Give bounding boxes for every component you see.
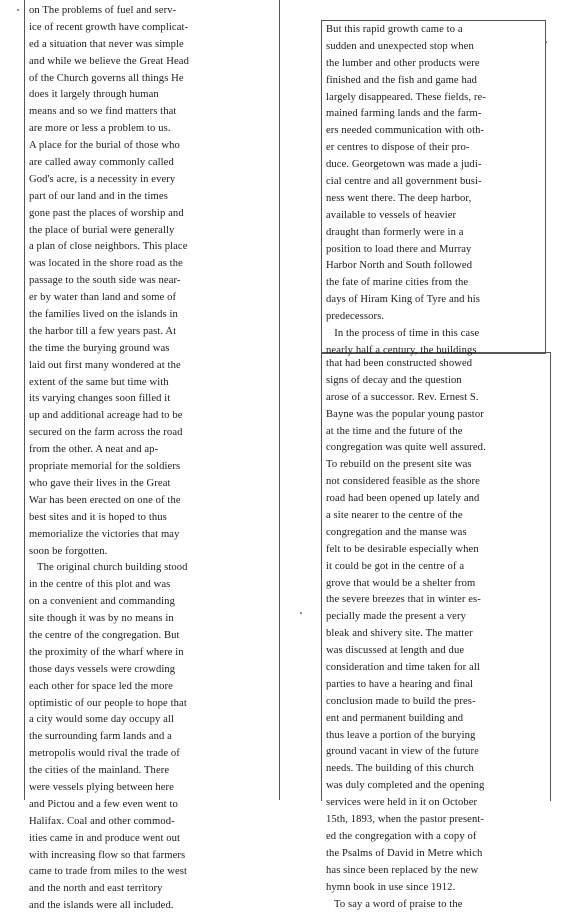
- text-line: came to trade from miles to the west: [29, 866, 188, 878]
- text-line: metropolis would rival the trade of: [29, 748, 180, 760]
- text-line: on a convenient and commanding: [29, 596, 175, 608]
- text-line: best sites and it is hoped to thus: [29, 511, 167, 523]
- text-line: the fate of marine cities from the: [326, 277, 469, 289]
- text-line: it could be got in the centre of a: [326, 560, 465, 572]
- text-line: To say a word of praise to the: [326, 898, 463, 910]
- text-line: ers needed communication with oth-: [326, 125, 485, 137]
- text-line: with increasing flow so that farmers: [29, 849, 186, 861]
- text-line: finished and the fish and game had: [326, 74, 478, 86]
- text-line: cial centre and all government busi-: [326, 176, 482, 188]
- text-line: available to vessels of heavier: [326, 209, 457, 221]
- text-line: hymn book in use since 1912.: [326, 881, 456, 893]
- text-line: propriate memorial for the soldiers: [29, 461, 181, 473]
- text-line: laid out first many wondered at the: [29, 359, 181, 371]
- text-line: its varying changes soon filled it: [29, 393, 171, 405]
- text-line: are called away commonly called: [29, 157, 174, 169]
- text-line: and the north and east territory: [29, 883, 163, 895]
- text-line: draught than formerly were in a: [326, 226, 464, 238]
- text-line: site though it was by no means in: [29, 613, 174, 625]
- text-line: pecially made the present a very: [326, 611, 466, 623]
- text-line: passage to the south side was near-: [29, 275, 181, 287]
- text-line: Harbor North and South followed: [326, 260, 473, 272]
- text-line: those days vessels were crowding: [29, 663, 176, 675]
- text-line: and the islands were all included.: [29, 900, 174, 912]
- text-line: does it largely through human: [29, 89, 159, 101]
- text-line: War has been erected on one of the: [29, 494, 181, 506]
- text-line: The original church building stood: [29, 562, 188, 574]
- text-line: To rebuild on the present site was: [326, 459, 472, 471]
- text-line: has since been replaced by the new: [326, 864, 479, 876]
- scan-speck: [545, 41, 547, 43]
- left-text-column: [29, 3, 277, 915]
- text-line: and Pictou and a few even went to: [29, 798, 178, 810]
- text-line: part of our land and in the times: [29, 190, 168, 202]
- text-line: the harbor till a few years past. At: [29, 325, 177, 337]
- text-line: arose of a successor. Rev. Ernest S.: [326, 391, 479, 403]
- text-line: parties to have a hearing and final: [326, 678, 474, 690]
- text-line: Bayne was the popular young pastor: [326, 408, 484, 420]
- text-line: a city would some day occupy all: [29, 714, 174, 726]
- text-line: and while we believe the Great Head: [29, 55, 189, 67]
- right-bottom-text-column: [326, 356, 544, 913]
- text-line: the proximity of the wharf where in: [29, 646, 184, 658]
- scan-speck: [17, 9, 19, 11]
- text-line: the time the burying ground was: [29, 342, 170, 354]
- text-line: ice of recent growth have complicat-: [29, 21, 189, 33]
- text-line: were vessels plying between here: [29, 781, 174, 793]
- text-line: ent and permanent building and: [326, 712, 464, 724]
- text-line: ed a situation that never was simple: [29, 38, 184, 50]
- text-line: 15th, 1893, when the pastor present-: [326, 814, 485, 826]
- text-line: ground vacant in view of the future: [326, 746, 479, 758]
- text-line: on The problems of fuel and serv-: [29, 5, 177, 16]
- right-top-text-column: [326, 22, 540, 360]
- text-line: mained farming lands and the farm-: [326, 108, 482, 120]
- text-line: congregation was quite well assured.: [326, 442, 486, 454]
- text-line: gone past the places of worship and: [29, 207, 184, 219]
- text-line: days of Hiram King of Tyre and his: [326, 294, 480, 306]
- text-line: each other for space led the more: [29, 680, 173, 692]
- text-line: position to load there and Murray: [326, 243, 472, 255]
- text-line: means and so we find matters that: [29, 106, 177, 118]
- text-line: not considered feasible as the shore: [326, 476, 480, 488]
- text-line: er centres to dispose of their pro-: [326, 142, 470, 154]
- text-line: the cities of the mainland. There: [29, 765, 170, 777]
- text-line: conclusion made to build the pres-: [326, 695, 476, 707]
- text-line: the families lived on the islands in: [29, 309, 178, 321]
- text-line: was discussed at length and due: [326, 645, 465, 657]
- text-line: secured on the farm across the road: [29, 427, 183, 439]
- text-line: But this rapid growth came to a: [326, 24, 463, 35]
- text-line: ities came in and produce went out: [29, 832, 181, 844]
- text-line: memorialize the victories that may: [29, 528, 180, 540]
- text-line: sudden and unexpected stop when: [326, 40, 474, 52]
- text-line: A place for the burial of those who: [29, 140, 180, 152]
- text-line: Halifax. Coal and other commod-: [29, 815, 175, 827]
- text-line: the centre of the congregation. But: [29, 629, 180, 641]
- text-line: congregation and the manse was: [326, 526, 467, 538]
- text-line: soon be forgotten.: [29, 545, 108, 557]
- text-line: who gave their lives in the Great: [29, 477, 171, 489]
- text-line: services were held in it on October: [326, 797, 478, 809]
- text-line: road had been opened up lately and: [326, 493, 480, 505]
- text-line: a plan of close neighbors. This place: [29, 241, 188, 253]
- text-line: predecessors.: [326, 311, 385, 323]
- text-line: the place of burial were generally: [29, 224, 175, 236]
- text-line: extent of the same but time with: [29, 376, 169, 388]
- text-line: duce. Georgetown was made a judi-: [326, 159, 482, 171]
- text-line: consideration and time taken for all: [326, 662, 480, 674]
- text-line: God's acre, is a necessity in every: [29, 173, 176, 185]
- text-line: thus leave a portion of the burying: [326, 729, 476, 741]
- text-line: the lumber and other products were: [326, 57, 480, 69]
- text-line: was located in the shore road as the: [29, 258, 183, 270]
- text-line: felt to be desirable especially when: [326, 543, 479, 555]
- text-line: er by water than land and some of: [29, 292, 177, 304]
- text-line: are more or less a problem to us.: [29, 123, 171, 135]
- text-line: bleak and shivery site. The matter: [326, 628, 473, 640]
- text-line: optimistic of our people to hope that: [29, 697, 187, 709]
- text-line: from the other. A neat and ap-: [29, 444, 159, 456]
- text-line: at the time and the future of the: [326, 425, 463, 437]
- text-line: grove that would be a shelter from: [326, 577, 476, 589]
- scan-speck: [300, 612, 302, 614]
- text-line: In the process of time in this case: [326, 328, 480, 340]
- text-line: was duly completed and the opening: [326, 780, 485, 792]
- text-line: the Psalms of David in Metre which: [326, 847, 483, 859]
- text-line: of the Church governs all things He: [29, 72, 184, 84]
- text-line: ness went there. The deep harbor,: [326, 192, 472, 204]
- text-line: in the centre of this plot and was: [29, 579, 171, 591]
- text-line: signs of decay and the question: [326, 374, 462, 386]
- text-line: a site nearer to the centre of the: [326, 510, 463, 522]
- text-line: needs. The building of this church: [326, 763, 474, 775]
- text-line: up and additional acreage had to be: [29, 410, 183, 422]
- text-line: ed the congregation with a copy of: [326, 830, 477, 842]
- text-line: the surrounding farm lands and a: [29, 731, 172, 743]
- text-line: largely disappeared. These fields, re-: [326, 91, 486, 103]
- text-line: nearly half a century, the buildings: [326, 344, 477, 356]
- text-line: that had been constructed showed: [326, 358, 473, 369]
- text-line: the severe breezes that in winter es-: [326, 594, 481, 606]
